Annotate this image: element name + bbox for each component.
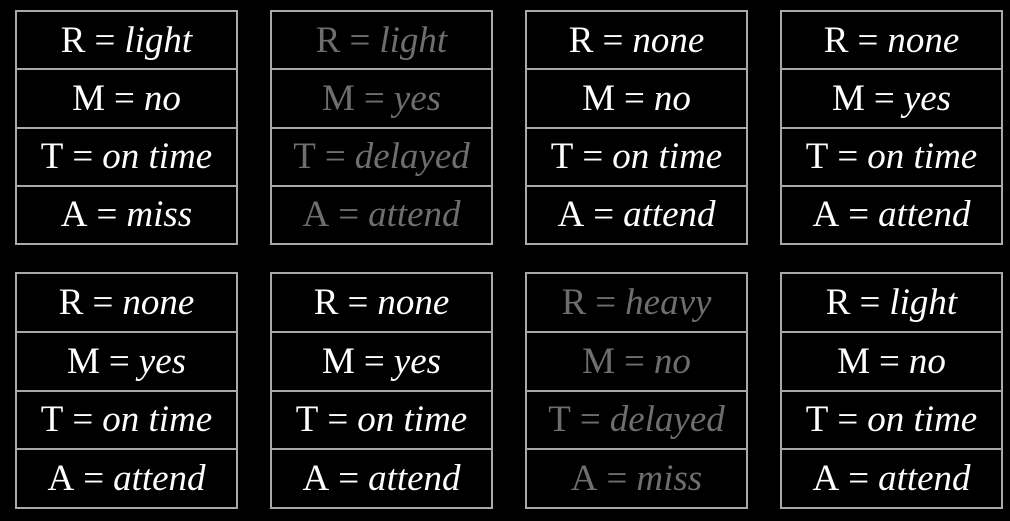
assignment-row bbox=[272, 68, 491, 126]
sample-card-6 bbox=[270, 272, 493, 509]
equals-sign: = bbox=[327, 399, 349, 441]
variable-name: M bbox=[321, 77, 355, 119]
assignment-row bbox=[17, 12, 236, 68]
assignment-row bbox=[782, 390, 1001, 449]
variable-value: yes bbox=[903, 77, 952, 119]
variable-value: none bbox=[122, 281, 195, 323]
equals-sign: = bbox=[92, 281, 114, 323]
assignment-row bbox=[782, 12, 1001, 68]
sample-card-2 bbox=[270, 10, 493, 245]
variable-value: no bbox=[143, 77, 181, 119]
assignment-row bbox=[272, 331, 491, 390]
assignment-row bbox=[527, 390, 746, 449]
assignment-row bbox=[527, 68, 746, 126]
variable-value: on time bbox=[867, 136, 978, 178]
assignment-row bbox=[17, 390, 236, 449]
variable-value: yes bbox=[393, 340, 442, 382]
variable-name: T bbox=[805, 399, 829, 441]
equals-sign: = bbox=[363, 340, 385, 382]
variable-name: M bbox=[831, 77, 865, 119]
variable-name: T bbox=[293, 136, 316, 178]
variable-name: A bbox=[302, 194, 330, 236]
sample-card-3 bbox=[525, 10, 748, 245]
variable-value: heavy bbox=[625, 281, 712, 323]
assignment-row bbox=[17, 274, 236, 331]
assignment-row bbox=[272, 185, 491, 243]
variable-name: T bbox=[548, 399, 571, 441]
variable-name: T bbox=[295, 399, 319, 441]
variable-value: miss bbox=[126, 194, 193, 236]
variable-value: on time bbox=[867, 399, 978, 441]
variable-value: attend bbox=[878, 458, 971, 500]
assignment-row bbox=[782, 68, 1001, 126]
equals-sign: = bbox=[349, 19, 371, 61]
variable-name: R bbox=[60, 19, 86, 61]
equals-sign: = bbox=[114, 77, 135, 119]
variable-value: miss bbox=[636, 458, 703, 500]
variable-value: delayed bbox=[609, 399, 725, 441]
assignment-row bbox=[17, 448, 236, 507]
equals-sign: = bbox=[324, 136, 346, 178]
equals-sign: = bbox=[848, 194, 870, 236]
assignment-row bbox=[782, 185, 1001, 243]
variable-value: yes bbox=[393, 77, 442, 119]
variable-value: light bbox=[379, 19, 448, 61]
sample-card-8 bbox=[780, 272, 1003, 509]
equals-sign: = bbox=[624, 340, 645, 382]
variable-value: light bbox=[124, 19, 193, 61]
assignment-row bbox=[17, 331, 236, 390]
assignment-row bbox=[17, 185, 236, 243]
equals-sign: = bbox=[593, 194, 615, 236]
variable-name: T bbox=[40, 136, 64, 178]
variable-name: M bbox=[837, 340, 871, 382]
equals-sign: = bbox=[338, 458, 360, 500]
variable-name: A bbox=[47, 458, 75, 500]
equals-sign: = bbox=[83, 458, 105, 500]
assignment-row bbox=[272, 274, 491, 331]
assignment-row bbox=[782, 448, 1001, 507]
variable-value: attend bbox=[623, 194, 716, 236]
equals-sign: = bbox=[606, 458, 628, 500]
variable-name: M bbox=[321, 340, 355, 382]
equals-sign: = bbox=[582, 136, 604, 178]
equals-sign: = bbox=[579, 399, 601, 441]
equals-sign: = bbox=[857, 19, 879, 61]
assignment-row bbox=[527, 127, 746, 185]
equals-sign: = bbox=[859, 281, 881, 323]
variable-value: none bbox=[377, 281, 450, 323]
variable-value: none bbox=[632, 19, 705, 61]
assignment-row bbox=[527, 12, 746, 68]
variable-value: no bbox=[908, 340, 946, 382]
equals-sign: = bbox=[624, 77, 645, 119]
variable-value: on time bbox=[612, 136, 723, 178]
assignment-row bbox=[782, 274, 1001, 331]
variable-value: on time bbox=[102, 399, 213, 441]
sample-card-5 bbox=[15, 272, 238, 509]
equals-sign: = bbox=[363, 77, 385, 119]
sample-card-7 bbox=[525, 272, 748, 509]
equals-sign: = bbox=[837, 136, 859, 178]
variable-name: A bbox=[302, 458, 330, 500]
assignment-row bbox=[527, 185, 746, 243]
variable-name: A bbox=[812, 458, 840, 500]
assignment-row bbox=[527, 448, 746, 507]
assignment-row bbox=[527, 331, 746, 390]
variable-value: attend bbox=[878, 194, 971, 236]
equals-sign: = bbox=[347, 281, 369, 323]
equals-sign: = bbox=[338, 194, 360, 236]
assignment-row bbox=[782, 127, 1001, 185]
variable-name: T bbox=[40, 399, 64, 441]
equals-sign: = bbox=[72, 136, 94, 178]
equals-sign: = bbox=[873, 77, 895, 119]
variable-name: A bbox=[60, 194, 88, 236]
variable-name: R bbox=[568, 19, 594, 61]
variable-name: R bbox=[58, 281, 84, 323]
variable-value: no bbox=[653, 340, 691, 382]
variable-value: attend bbox=[113, 458, 206, 500]
variable-name: R bbox=[825, 281, 851, 323]
variable-name: T bbox=[805, 136, 829, 178]
equals-sign: = bbox=[96, 194, 118, 236]
variable-name: R bbox=[561, 281, 587, 323]
variable-name: R bbox=[315, 19, 341, 61]
variable-value: light bbox=[889, 281, 958, 323]
variable-value: none bbox=[887, 19, 960, 61]
variable-value: attend bbox=[368, 458, 461, 500]
variable-name: M bbox=[582, 340, 616, 382]
variable-name: T bbox=[550, 136, 574, 178]
variable-value: on time bbox=[357, 399, 468, 441]
equals-sign: = bbox=[602, 19, 624, 61]
equals-sign: = bbox=[837, 399, 859, 441]
assignment-row bbox=[272, 12, 491, 68]
variable-name: R bbox=[823, 19, 849, 61]
equals-sign: = bbox=[848, 458, 870, 500]
assignment-row bbox=[782, 331, 1001, 390]
variable-name: R bbox=[313, 281, 339, 323]
assignment-row bbox=[527, 274, 746, 331]
variable-value: on time bbox=[102, 136, 213, 178]
variable-name: M bbox=[66, 340, 100, 382]
assignment-row bbox=[17, 127, 236, 185]
sample-card-1 bbox=[15, 10, 238, 245]
variable-value: delayed bbox=[354, 136, 470, 178]
equals-sign: = bbox=[108, 340, 130, 382]
variable-name: A bbox=[812, 194, 840, 236]
equals-sign: = bbox=[94, 19, 116, 61]
variable-value: attend bbox=[368, 194, 461, 236]
variable-name: A bbox=[570, 458, 598, 500]
equals-sign: = bbox=[879, 340, 900, 382]
equals-sign: = bbox=[72, 399, 94, 441]
equals-sign: = bbox=[595, 281, 617, 323]
variable-name: M bbox=[72, 77, 106, 119]
sample-card-4 bbox=[780, 10, 1003, 245]
variable-value: no bbox=[653, 77, 691, 119]
assignment-row bbox=[17, 68, 236, 126]
variable-name: A bbox=[557, 194, 585, 236]
variable-name: M bbox=[582, 77, 616, 119]
assignment-row bbox=[272, 127, 491, 185]
variable-value: yes bbox=[138, 340, 187, 382]
assignment-row bbox=[272, 390, 491, 449]
assignment-row bbox=[272, 448, 491, 507]
